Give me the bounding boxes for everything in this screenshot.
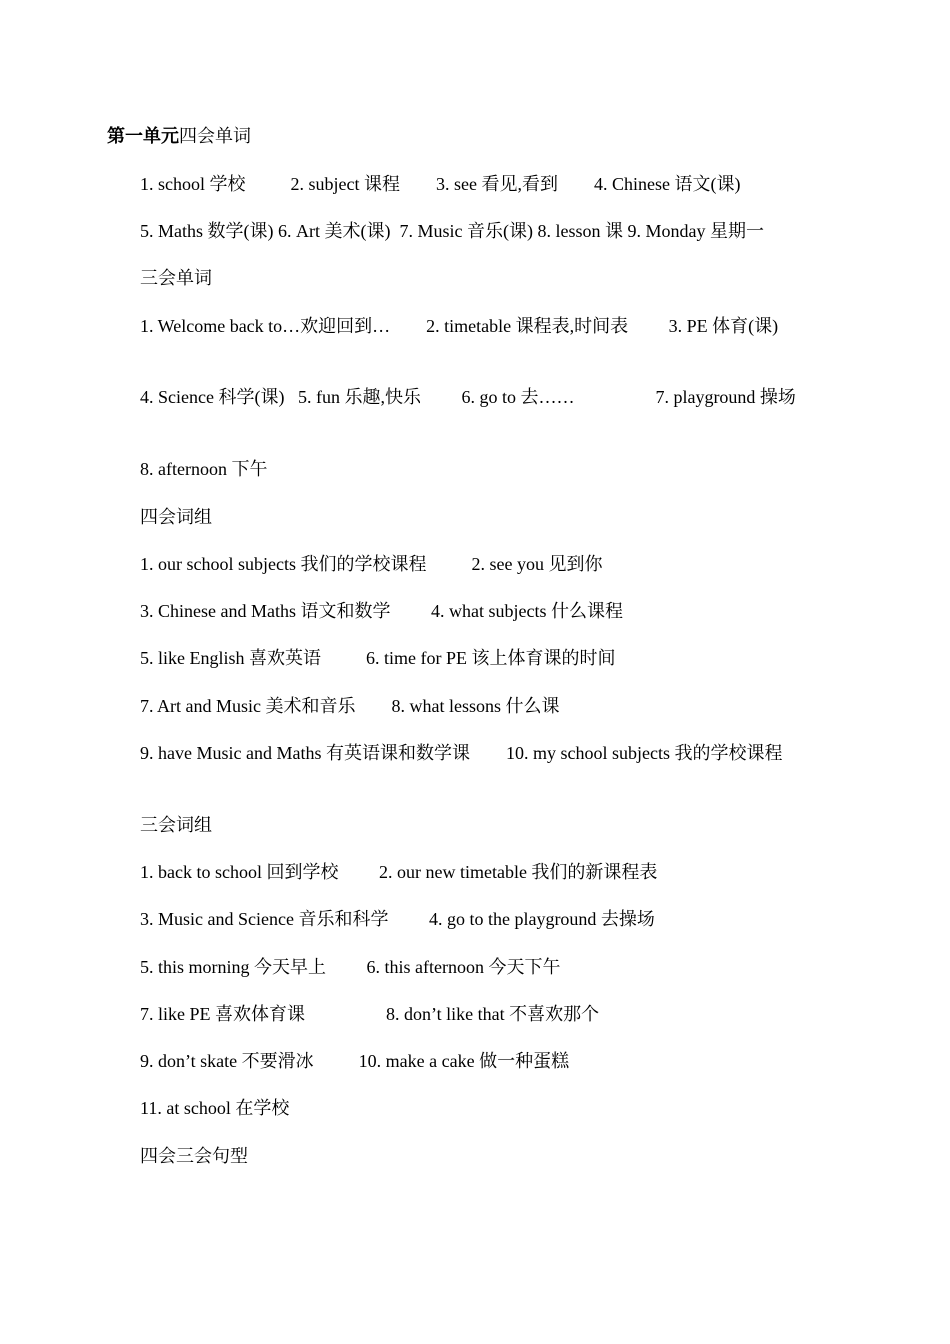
unit-title: 第一单元 — [107, 126, 179, 146]
phrase-list-line-4: 7. Art and Music 美术和音乐 8. what lessons 什么课 — [140, 696, 560, 716]
unit-heading — [107, 124, 807, 148]
phrase-list-line-7: 3. Music and Science 音乐和科学 4. go to the playground 去操场 — [140, 909, 655, 929]
section-heading-sentence-patterns: 四会三会句型 — [140, 1146, 248, 1166]
phrase-list-line-1: 1. our school subjects 我们的学校课程 2. see you 见到你 — [140, 554, 603, 574]
word-list-line-3: 1. Welcome back to…欢迎回到… 2. timetable 课程表,时间表 3. PE 体育(课) — [140, 316, 779, 336]
phrase-list-line-2: 3. Chinese and Maths 语文和数学 4. what subjects 什么课程 — [140, 601, 623, 621]
section-heading-four-skill-phrases: 四会词组 — [140, 507, 212, 527]
phrase-list-line-11: 11. at school 在学校 — [140, 1098, 290, 1118]
section-heading-three-skill-words: 三会单词 — [140, 268, 212, 288]
word-list-line-5: 8. afternoon 下午 — [140, 459, 268, 479]
section-heading-three-skill-phrases: 三会词组 — [140, 815, 212, 835]
phrase-list-line-8: 5. this morning 今天早上 6. this afternoon 今天下午 — [140, 957, 561, 977]
word-list-line-2: 5. Maths 数学(课) 6. Art 美术(课) 7. Music 音乐(课) 8. lesson 课 9. Monday 星期一 — [140, 221, 764, 241]
word-list-line-4: 4. Science 科学(课) 5. fun 乐趣,快乐 6. go to 去…… 7. playground 操场 — [140, 387, 796, 407]
phrase-list-line-6: 1. back to school 回到学校 2. our new timetable 我们的新课程表 — [140, 862, 658, 882]
word-list-line-1: 1. school 学校 2. subject 课程 3. see 看见,看到 4. Chinese 语文(课) — [140, 174, 741, 194]
phrase-list-line-9: 7. like PE 喜欢体育课 8. don’t like that 不喜欢那个 — [140, 1004, 600, 1024]
phrase-list-line-3: 5. like English 喜欢英语 6. time for PE 该上体育课的时间 — [140, 648, 616, 668]
phrase-list-line-10: 9. don’t skate 不要滑冰 10. make a cake 做一种蛋糕 — [140, 1051, 570, 1071]
phrase-list-line-5: 9. have Music and Maths 有英语课和数学课 10. my school subjects 我的学校课程 — [140, 743, 783, 763]
section-title-four-skill-words: 四会单词 — [179, 126, 251, 146]
